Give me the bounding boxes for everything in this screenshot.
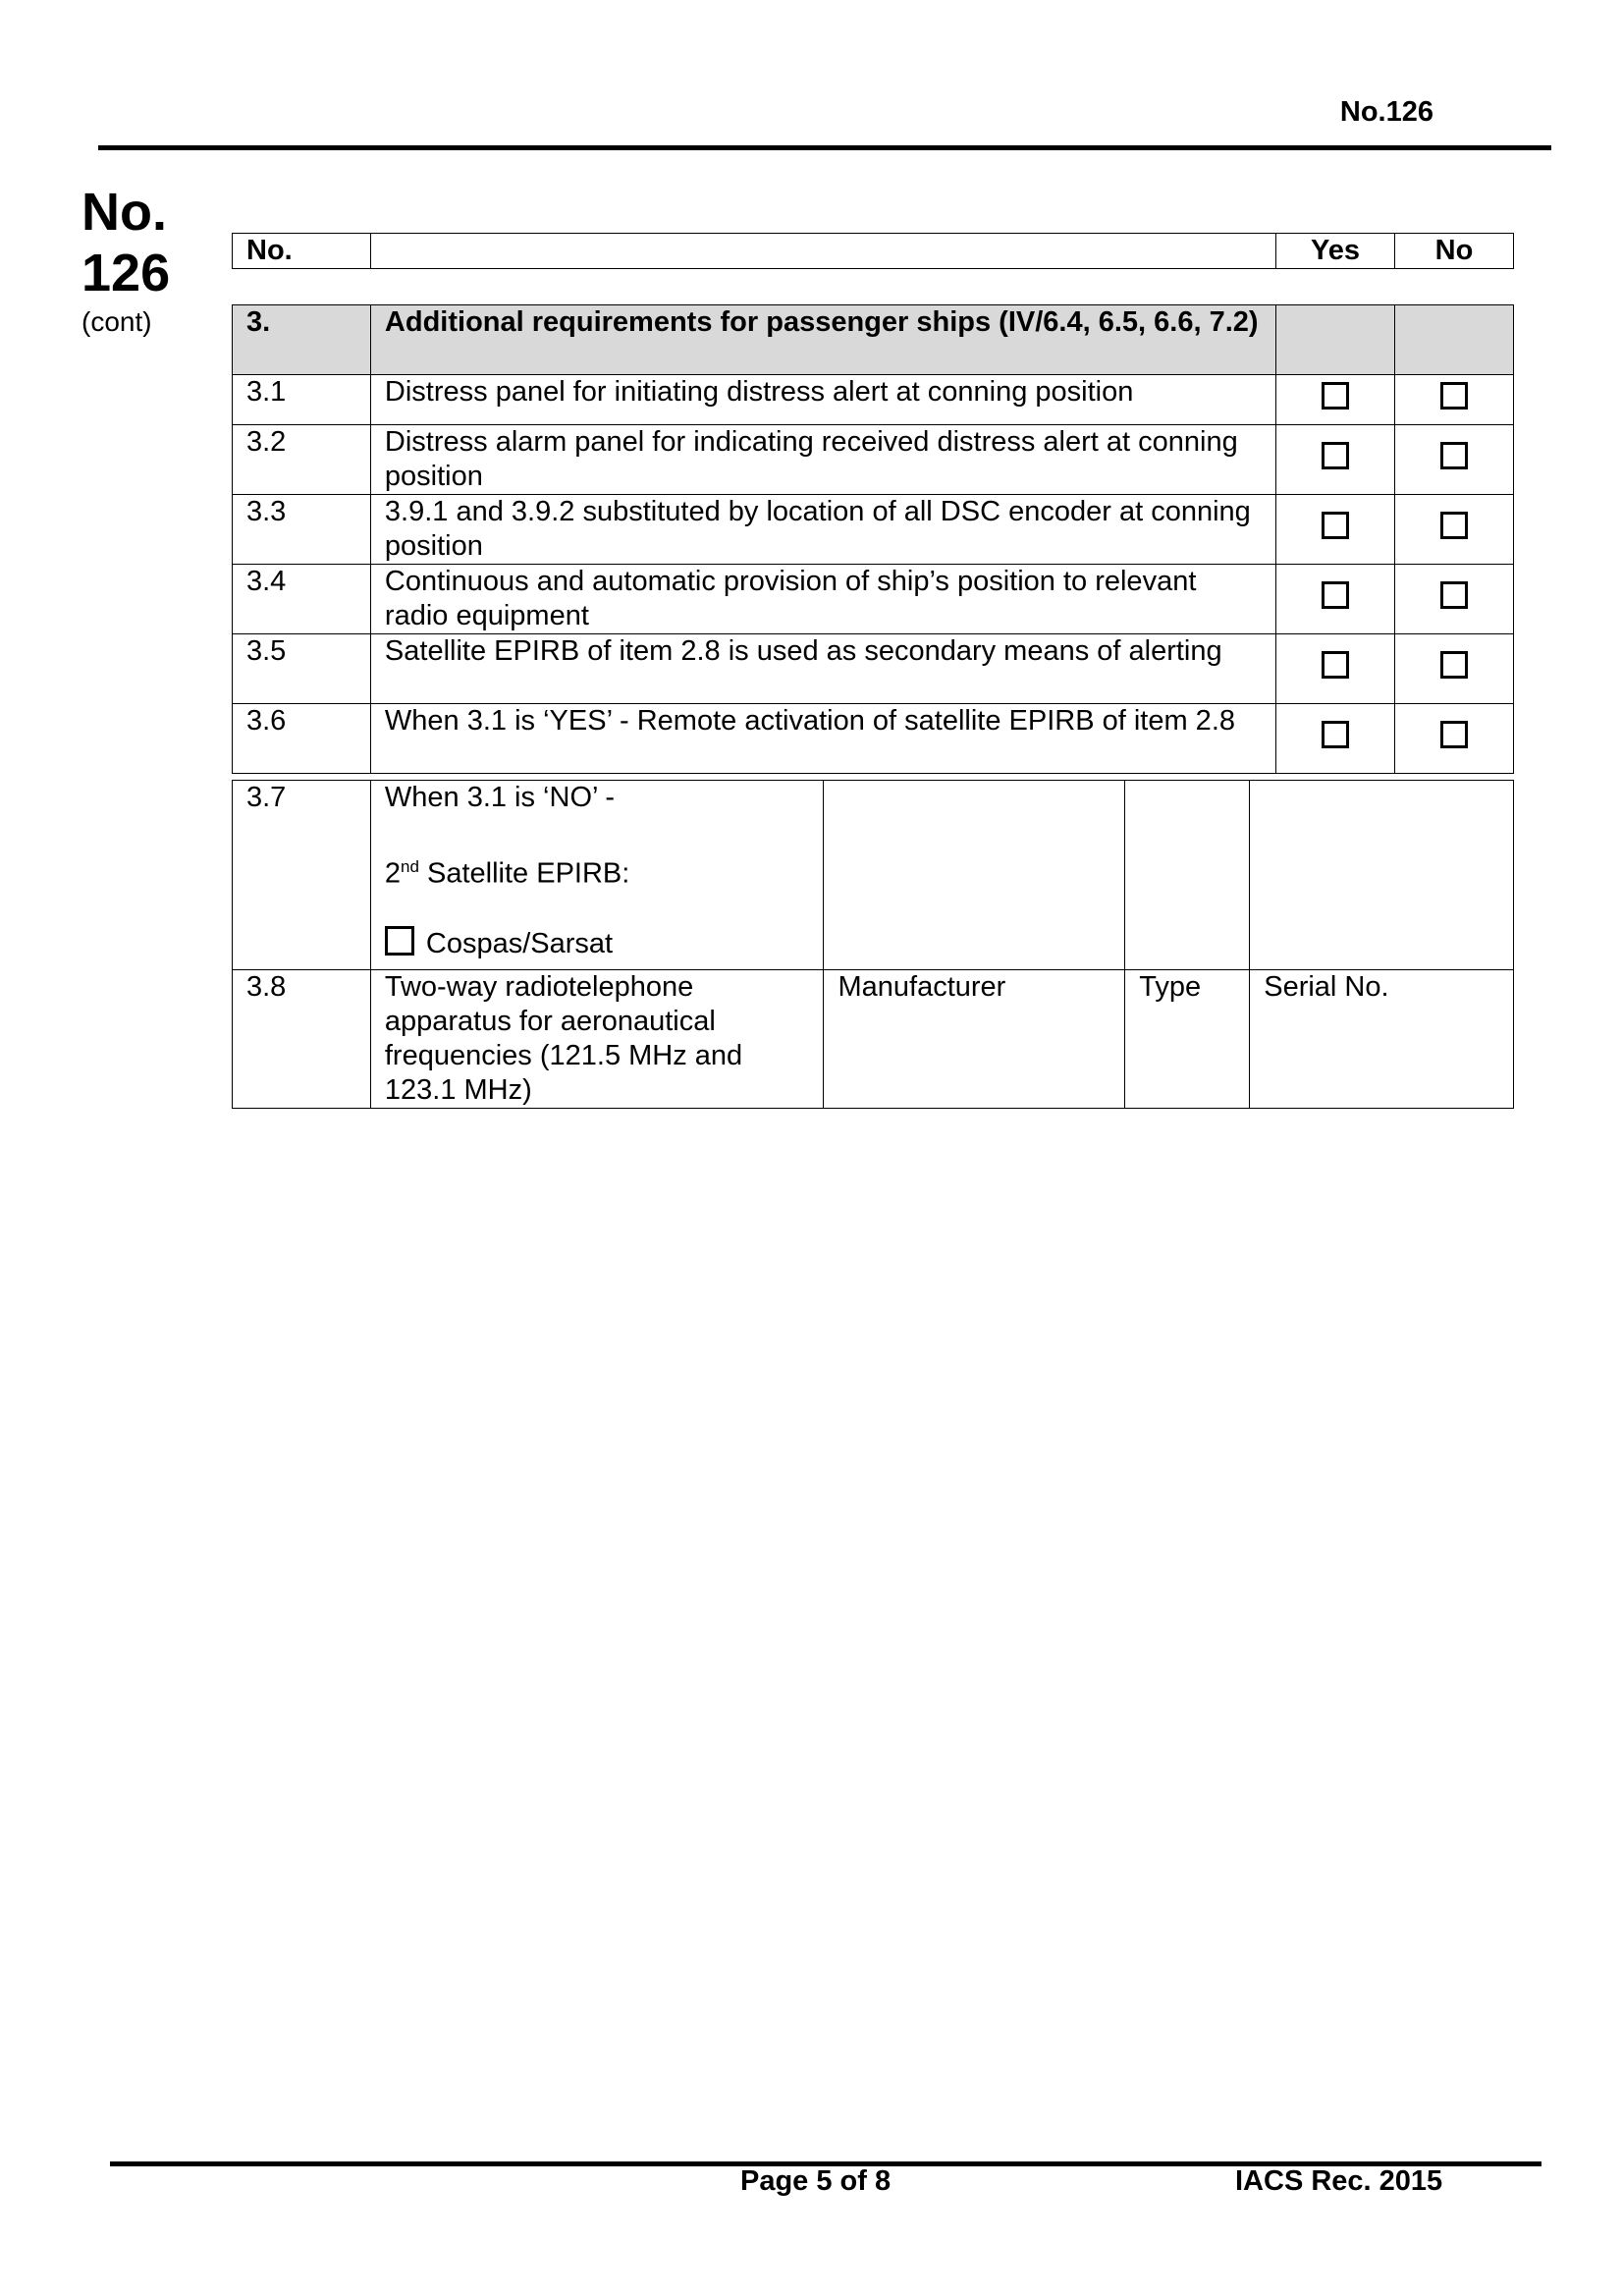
row37-blank-cell — [824, 781, 1125, 970]
row-text: When 3.1 is ‘YES’ - Remote activation of satellite EPIRB of item 2.8 — [370, 704, 1275, 774]
table-row — [233, 704, 1514, 774]
no-checkbox[interactable] — [1440, 442, 1468, 469]
table-row — [233, 781, 1514, 970]
row-text: 3.9.1 and 3.9.2 substituted by location of all DSC encoder at conning position — [370, 495, 1275, 565]
row-text: Distress alarm panel for indicating received distress alert at conning position — [370, 425, 1275, 495]
section-yes-cell — [1276, 305, 1395, 375]
row37-satellite-label — [385, 849, 810, 892]
yes-checkbox[interactable] — [1322, 721, 1349, 748]
section-no-cell — [1395, 305, 1514, 375]
row-number: 3.7 — [233, 781, 371, 970]
footer-rec: IACS Rec. 2015 — [1235, 2165, 1443, 2197]
side-cont-label: (cont) — [81, 306, 152, 337]
table-row — [233, 375, 1514, 425]
row37-blank-cell — [1250, 781, 1514, 970]
yes-checkbox[interactable] — [1322, 442, 1349, 469]
yes-checkbox[interactable] — [1322, 581, 1349, 609]
column-header-table — [232, 233, 1514, 269]
table-row — [233, 495, 1514, 565]
header-no: No. — [233, 234, 371, 269]
table-row — [233, 970, 1514, 1109]
row37-condition: When 3.1 is ‘NO’ - — [384, 782, 616, 813]
row37-blank-cell — [1125, 781, 1250, 970]
side-no-label: No. — [81, 183, 167, 242]
no-checkbox[interactable] — [1440, 721, 1468, 748]
cospas-checkbox[interactable] — [385, 926, 414, 956]
row37-content — [370, 781, 824, 970]
yes-checkbox[interactable] — [1322, 512, 1349, 539]
row-text: Distress panel for initiating distress alert at conning position — [370, 375, 1275, 425]
row-text: Two-way radiotelephone apparatus for aeronautical frequencies (121.5 MHz and 123.1 MHz) — [370, 970, 824, 1109]
header-yes: Yes — [1276, 234, 1395, 269]
section-number: 3. — [233, 305, 371, 375]
table-row — [233, 634, 1514, 704]
row-number: 3.4 — [233, 565, 371, 634]
equipment-table — [232, 780, 1514, 1109]
header-blank — [370, 234, 1275, 269]
table-row — [233, 565, 1514, 634]
no-checkbox[interactable] — [1440, 382, 1468, 410]
no-checkbox[interactable] — [1440, 651, 1468, 679]
yes-checkbox[interactable] — [1322, 651, 1349, 679]
table-row — [233, 425, 1514, 495]
cospas-label: Cospas/Sarsat — [425, 927, 614, 959]
no-checkbox[interactable] — [1440, 581, 1468, 609]
row-number: 3.8 — [233, 970, 371, 1109]
document-number: No.126 — [1339, 96, 1433, 128]
section-title: Additional requirements for passenger ships (IV/6.4, 6.5, 6.6, 7.2) — [370, 305, 1275, 375]
header-no-col: No — [1395, 234, 1514, 269]
top-rule — [98, 145, 1551, 150]
yes-checkbox[interactable] — [1322, 382, 1349, 410]
section-header-row — [233, 305, 1514, 375]
serial-no-label: Serial No. — [1250, 970, 1514, 1109]
row-number: 3.5 — [233, 634, 371, 704]
row-number: 3.1 — [233, 375, 371, 425]
page-number: Page 5 of 8 — [740, 2165, 892, 2197]
row-text: Continuous and automatic provision of ship’s position to relevant radio equipment — [370, 565, 1275, 634]
requirements-table — [232, 304, 1514, 774]
ordinal-suffix: nd — [401, 857, 419, 876]
satellite-epirb-text: Satellite EPIRB: — [427, 857, 630, 890]
ordinal-number: 2 — [384, 857, 402, 890]
cospas-option — [385, 926, 810, 961]
manufacturer-label: Manufacturer — [824, 970, 1125, 1109]
side-no-value: 126 — [81, 244, 171, 302]
row-number: 3.6 — [233, 704, 371, 774]
row-text: Satellite EPIRB of item 2.8 is used as secondary means of alerting — [370, 634, 1275, 704]
type-label: Type — [1125, 970, 1250, 1109]
no-checkbox[interactable] — [1440, 512, 1468, 539]
side-number — [81, 182, 170, 303]
row-number: 3.2 — [233, 425, 371, 495]
row-number: 3.3 — [233, 495, 371, 565]
